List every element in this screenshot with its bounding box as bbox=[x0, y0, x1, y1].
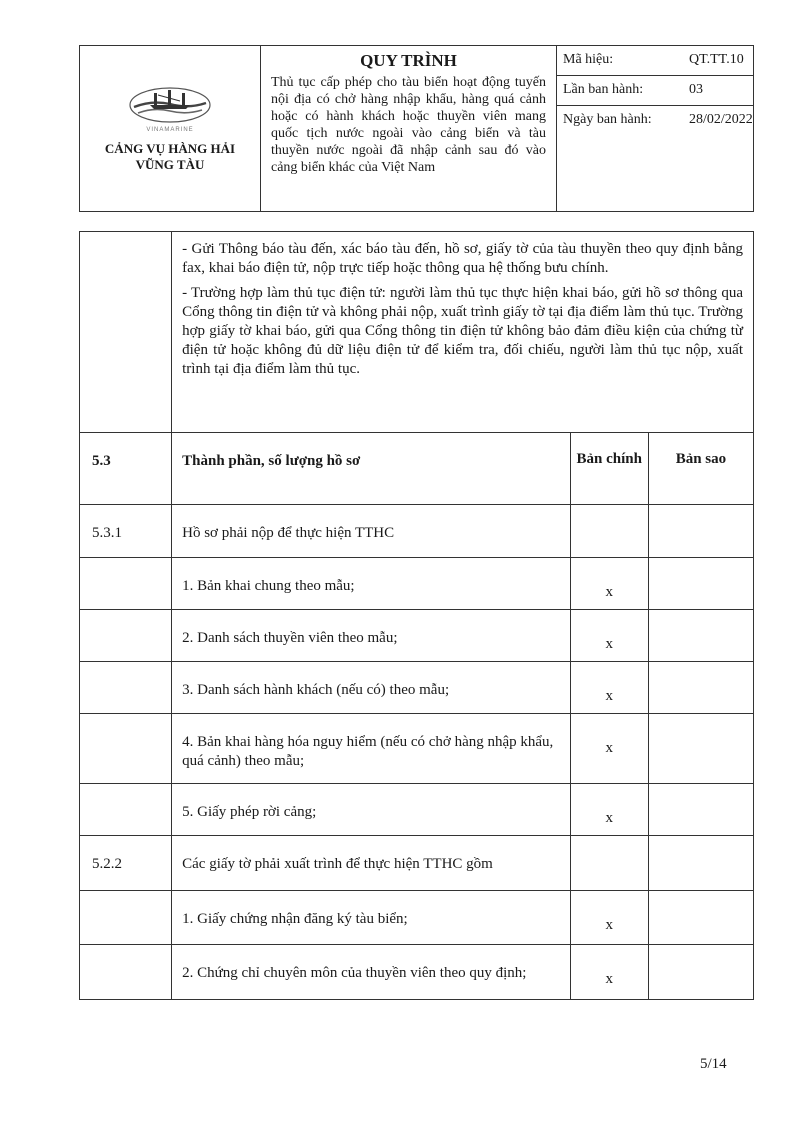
intro-cell bbox=[172, 232, 754, 433]
intro-paragraph-1: - Gửi Thông báo tàu đến, xác báo tàu đến, hồ sơ, giấy tờ của tàu thuyền theo quy định bằng fax, khai báo điện tử, nộp trực tiếp hoặc thông qua hệ thống bưu chính. bbox=[182, 241, 743, 276]
document-header bbox=[79, 45, 754, 212]
item-copy-mark bbox=[648, 662, 753, 714]
subsection-row bbox=[80, 505, 754, 558]
subsection-title: Hồ sơ phải nộp để thực hiện TTHC bbox=[172, 505, 571, 558]
table-row bbox=[80, 558, 754, 610]
table-row bbox=[80, 784, 754, 836]
empty-cell bbox=[648, 505, 753, 558]
item-copy-mark bbox=[648, 714, 753, 784]
item-text: 2. Chứng chỉ chuyên môn của thuyền viên theo quy định; bbox=[172, 945, 571, 1000]
table-row bbox=[80, 714, 754, 784]
item-copy-mark bbox=[648, 891, 753, 945]
empty-cell bbox=[648, 836, 753, 891]
meta-label-date: Ngày ban hành: bbox=[557, 106, 686, 212]
subsection-row bbox=[80, 836, 754, 891]
item-original-mark: x bbox=[570, 891, 648, 945]
intro-paragraph-2: - Trường hợp làm thủ tục điện tử: người làm thủ tục thực hiện khai báo, gửi hồ sơ thông qua Cổng thông tin điện tử và không phải nộp, xuất trình giấy tờ tại địa điểm làm thủ tục. Trường hợp giấy tờ khai báo, gửi qua Cổng thông tin điện tử không bảo đảm điều kiện của chứng từ điện tử hoặc không đủ dữ liệu điện tử để kiểm tra, đối chiếu, người làm thủ tục nộp, xuất trình tại địa điểm làm thủ tục. bbox=[182, 285, 743, 377]
table-row bbox=[80, 662, 754, 714]
subsection-number: 5.2.2 bbox=[80, 836, 172, 891]
item-original-mark: x bbox=[570, 945, 648, 1000]
item-original-mark: x bbox=[570, 714, 648, 784]
item-original-mark: x bbox=[570, 784, 648, 836]
item-original-mark: x bbox=[570, 558, 648, 610]
empty-cell bbox=[80, 662, 172, 714]
column-header-copy: Bản sao bbox=[648, 433, 753, 505]
item-original-mark: x bbox=[570, 610, 648, 662]
document-table bbox=[79, 231, 754, 1000]
item-text: 1. Giấy chứng nhận đăng ký tàu biển; bbox=[172, 891, 571, 945]
table-row bbox=[80, 891, 754, 945]
subsection-number: 5.3.1 bbox=[80, 505, 172, 558]
procedure-description: Thủ tục cấp phép cho tàu biển hoạt động tuyến nội địa có chở hàng nhập khẩu, hàng quá cảnh hoặc có hành khách hoặc thuyền viên mang quốc tịch nước ngoài vào cảng biển và tàu thuyền nước ngoài đã nhập cảnh sau đó vào cảng biển khác của Việt Nam bbox=[271, 75, 546, 175]
item-copy-mark bbox=[648, 784, 753, 836]
vinamarine-logo-icon bbox=[128, 85, 212, 125]
column-header-original: Bản chính bbox=[570, 433, 648, 505]
item-copy-mark bbox=[648, 558, 753, 610]
procedure-title: QUY TRÌNH bbox=[360, 51, 457, 70]
empty-cell bbox=[570, 836, 648, 891]
item-text: 5. Giấy phép rời cảng; bbox=[172, 784, 571, 836]
subsection-title: Các giấy tờ phải xuất trình để thực hiện TTHC gồm bbox=[172, 836, 571, 891]
meta-value-code: QT.TT.10 bbox=[685, 46, 754, 76]
logo-wordmark: VINAMARINE bbox=[146, 126, 194, 133]
section-title: Thành phần, số lượng hồ sơ bbox=[172, 433, 571, 505]
logo-cell bbox=[80, 46, 261, 212]
intro-row bbox=[80, 232, 754, 433]
org-line-1: CẢNG VỤ HÀNG HẢI bbox=[104, 140, 236, 156]
meta-label-issue: Lần ban hành: bbox=[557, 76, 686, 106]
item-original-mark: x bbox=[570, 662, 648, 714]
item-copy-mark bbox=[648, 945, 753, 1000]
empty-cell bbox=[80, 945, 172, 1000]
empty-cell bbox=[80, 714, 172, 784]
section-number: 5.3 bbox=[80, 433, 172, 505]
empty-cell bbox=[80, 232, 172, 433]
item-text: 3. Danh sách hành khách (nếu có) theo mẫu; bbox=[172, 662, 571, 714]
meta-label-code: Mã hiệu: bbox=[557, 46, 686, 76]
meta-value-date: 28/02/2022 bbox=[685, 106, 754, 212]
table-row bbox=[80, 945, 754, 1000]
table-row bbox=[80, 610, 754, 662]
empty-cell bbox=[80, 610, 172, 662]
org-line-2: VŨNG TÀU bbox=[135, 156, 205, 172]
empty-cell bbox=[80, 784, 172, 836]
section-header-row bbox=[80, 433, 754, 505]
item-copy-mark bbox=[648, 610, 753, 662]
page-number: 5/14 bbox=[700, 1056, 727, 1072]
empty-cell bbox=[570, 505, 648, 558]
meta-value-issue: 03 bbox=[685, 76, 754, 106]
item-text: 1. Bản khai chung theo mẫu; bbox=[172, 558, 571, 610]
item-text: 4. Bản khai hàng hóa nguy hiểm (nếu có chở hàng nhập khẩu, quá cảnh) theo mẫu; bbox=[172, 714, 571, 784]
procedure-title-cell bbox=[261, 46, 557, 212]
empty-cell bbox=[80, 558, 172, 610]
organization-name bbox=[105, 141, 235, 173]
item-text: 2. Danh sách thuyền viên theo mẫu; bbox=[172, 610, 571, 662]
empty-cell bbox=[80, 891, 172, 945]
